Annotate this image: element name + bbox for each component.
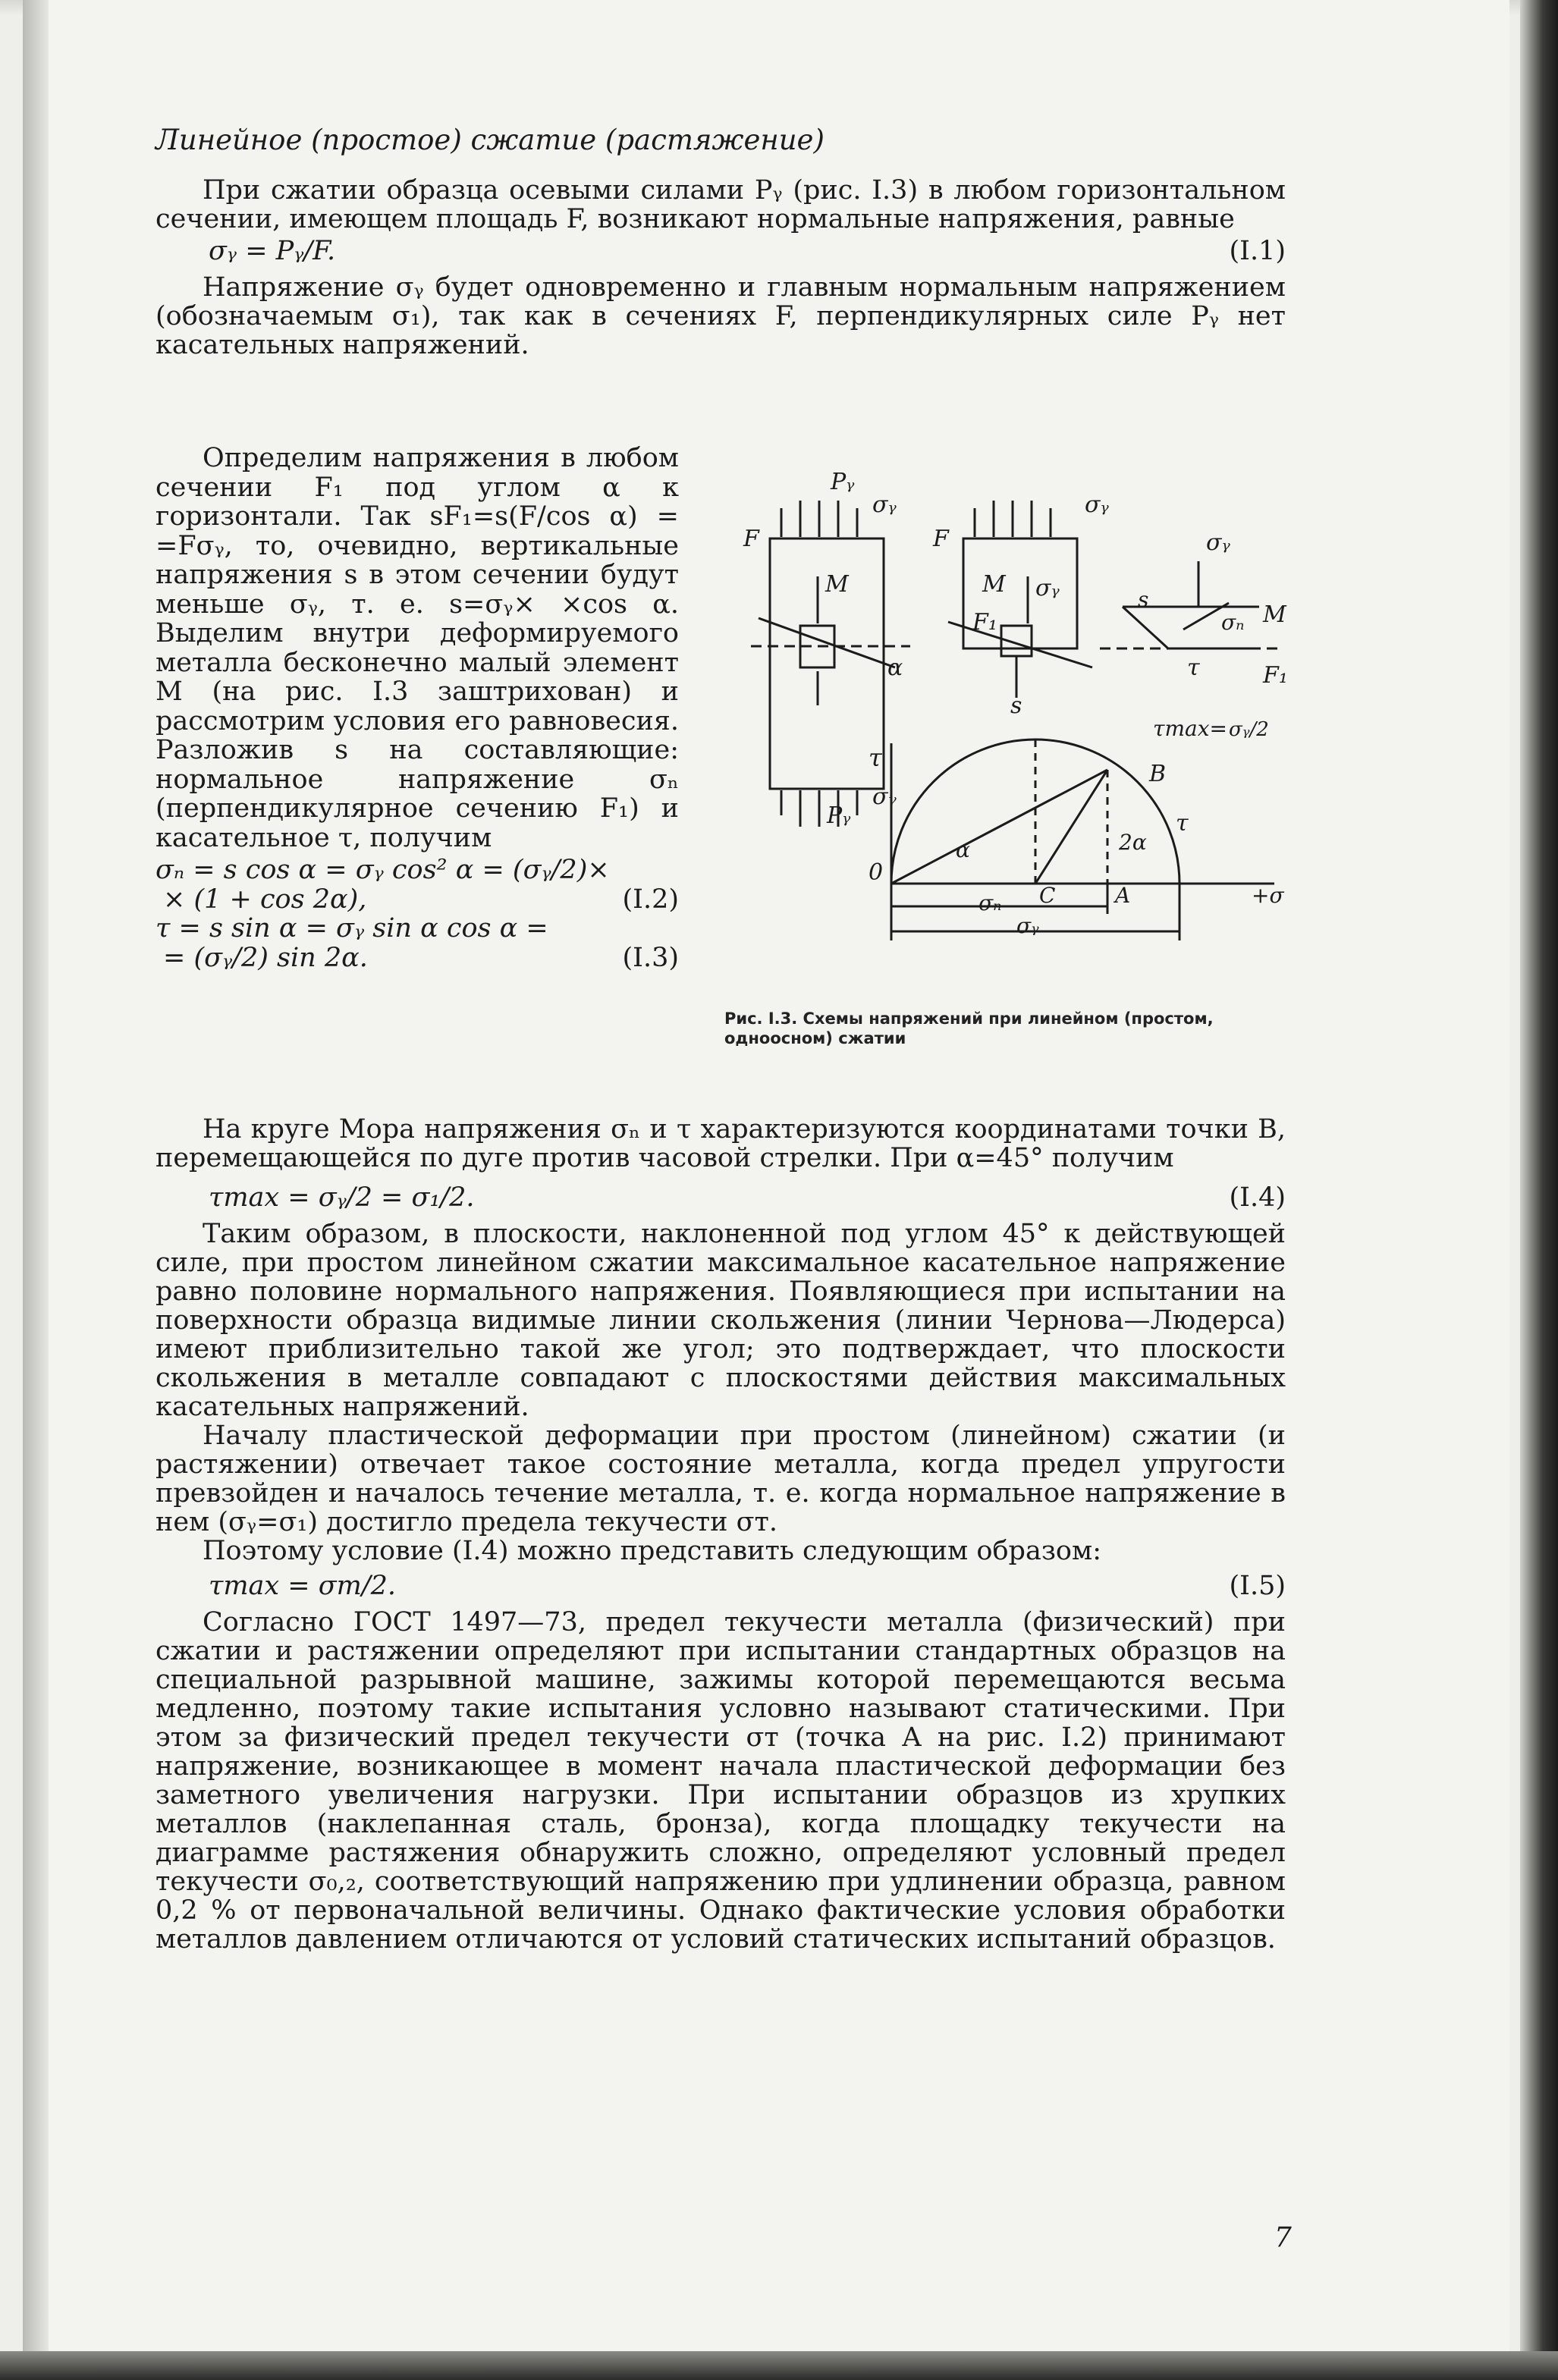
paragraph-7: Поэтому условие (I.4) можно представить следующим образом: [203,1536,1101,1566]
equation-4-number: (I.4) [1229,1182,1286,1213]
label-F-middle: F [933,526,949,552]
label-F1-middle: F₁ [972,609,997,636]
intro-block [155,176,1286,360]
label-tau-max: τmax= [1153,716,1227,741]
label-F1-right: F₁ [1263,662,1288,689]
label-tau-axis: τ [869,743,882,772]
label-sigma-n-right: σₙ [1221,610,1245,635]
paragraph-1: При сжатии образца осевыми силами Pᵧ (рис. I.3) в любом горизонтальном сечении, имеющем площадь F, возникают нормальные напряжения, равные [155,175,1286,234]
page-number: 7 [1274,2222,1292,2253]
equation-2-number: (I.2) [622,884,679,915]
label-Py-top: Pᵧ [831,469,855,495]
label-sigma-y-half: σᵧ/2 [1229,718,1269,741]
label-two-alpha: 2α [1119,830,1147,855]
label-sigma-y-middle: σᵧ [1035,575,1060,601]
label-plus-sigma: +σ [1252,883,1284,908]
equation-1 [155,237,1286,268]
equation-3-line-1: τ = s sin α = σᵧ sin α cos α = [155,913,548,944]
equation-5 [155,1571,1286,1603]
label-F-left: F [743,526,759,552]
label-alpha-left: α [887,655,903,681]
label-alpha-mohr: α [956,837,970,862]
paragraph-2: Напряжение σᵧ будет одновременно и главным нормальным напряжением (обозначаемым σ₁), так как в сечениях F, перпендикулярных силе Pᵧ нет касательных напряжений. [155,272,1286,360]
paragraph-6: Началу пластической деформации при простом (линейном) сжатии (и растяжении) отвечает такое состояние металла, когда предел упругости превзойден и началось течение металла, т. е. когда нормальное напряжение в нем (σᵧ=σ₁) достигло предела текучести σт. [155,1421,1286,1537]
label-C: C [1039,883,1056,908]
paragraph-5: Таким образом, в плоскости, наклоненной под углом 45° к действующей силе, при простом линейном сжатии максимальное касательное напряжение равно половине нормального напряжения. Появляющиеся при испытании на поверхности образца видимые линии скольжения (линии Чернова—Людерса) имеют приблизительно такой же угол; это подтверждает, что плоскости скольжения в металле совпадают с плоскостями действия максимальных касательных напряжений. [155,1219,1286,1422]
label-tau-mohr: τ [1176,810,1189,837]
label-s-right: s [1138,587,1149,612]
figure-drawing [728,455,1289,986]
equation-2 [155,856,679,972]
equation-2-line-2: × (1 + cos 2α), [163,884,367,915]
label-sigma-y-mohr: σᵧ [1016,913,1039,938]
equation-1-number: (I.1) [1229,236,1286,266]
scan-edge-right [1520,0,1558,2380]
label-B: B [1149,761,1167,787]
figure-stress-schemes [728,455,1289,986]
section-heading: Линейное (простое) сжатие (растяжение) [155,124,825,156]
label-sigma-n-mohr: σₙ [978,890,1002,915]
equation-3-number: (I.3) [622,942,679,973]
equation-4 [155,1183,1286,1215]
equation-2-line-1: σₙ = s cos α = σᵧ cos² α = (σᵧ/2)× [155,855,610,885]
equation-5-expr: τmax = σт/2. [209,1571,396,1601]
main-block [155,1115,1286,1954]
left-column [155,444,679,972]
figure-caption: Рис. I.3. Схемы напряжений при линейном (простом, одноосном) сжатии [724,1009,1214,1047]
label-sigma-y-top-mid: σᵧ [1085,491,1109,518]
paragraph-4: На круге Мора напряжения σₙ и τ характеризуются координатами точки B, перемещающейся по дуге против часовой стрелки. При α=45° получим [155,1114,1286,1173]
equation-4-expr: τmax = σᵧ/2 = σ₁/2. [209,1182,475,1213]
label-origin: 0 [869,859,884,886]
label-M-right: M [1263,601,1286,628]
label-Py-bottom: Pᵧ [827,802,851,829]
scan-edge-bottom [0,2351,1558,2380]
equation-1-expr: σᵧ = Pᵧ/F. [209,236,336,266]
paragraph-3: Определим напряжения в любом сечении F₁ под углом α к горизонтали. Так sF₁=s(F/cos α) = =Fσᵧ, то, очевидно, вертикальные напряжения s в этом сечении будут меньше σᵧ, т. е. s=σᵧ× ×cos α. Выделим внутри деформируемого металла бесконечно малый элемент M (на рис. I.3 заштрихован) и рассмотрим условия его равновесия. Разложив s на составляющие: нормальное напряжение σₙ (перпендикулярное сечению F₁) и касательное τ, получим [155,443,679,853]
label-sigma-y-left: σᵧ [872,491,897,518]
equation-5-number: (I.5) [1229,1571,1286,1601]
label-M-middle: M [982,571,1006,598]
label-s-middle: s [1010,692,1022,719]
label-sigma-y-right: σᵧ [1206,529,1230,556]
scan-edge-left [23,0,49,2380]
label-sigma-y-bottom: σᵧ [872,783,897,810]
label-A: A [1115,883,1131,908]
label-M-left: M [825,571,849,598]
equation-3-line-2: = (σᵧ/2) sin 2α. [163,942,368,973]
label-tau-right: τ [1187,655,1200,681]
paragraph-8: Согласно ГОСТ 1497—73, предел текучести металла (физический) при сжатии и растяжении определяют при испытании стандартных образцов на специальной разрывной машине, зажимы которой перемещаются весьма медленно, поэтому такие испытания условно называют статическими. При этом за физический предел текучести σт (точка A на рис. I.2) принимают напряжение, возникающее в момент начала пластической деформации без заметного увеличения нагрузки. При испытании образцов из хрупких металлов (наклепанная сталь, бронза), когда площадку текучести на диаграмме растяжения обнаружить сложно, определяют условный предел текучести σ₀,₂, соответствующий напряжению при удлинении образца, равном 0,2 % от первоначальной величины. Однако фактические условия обработки металлов давлением отличаются от условий статических испытаний образцов. [155,1607,1286,1955]
